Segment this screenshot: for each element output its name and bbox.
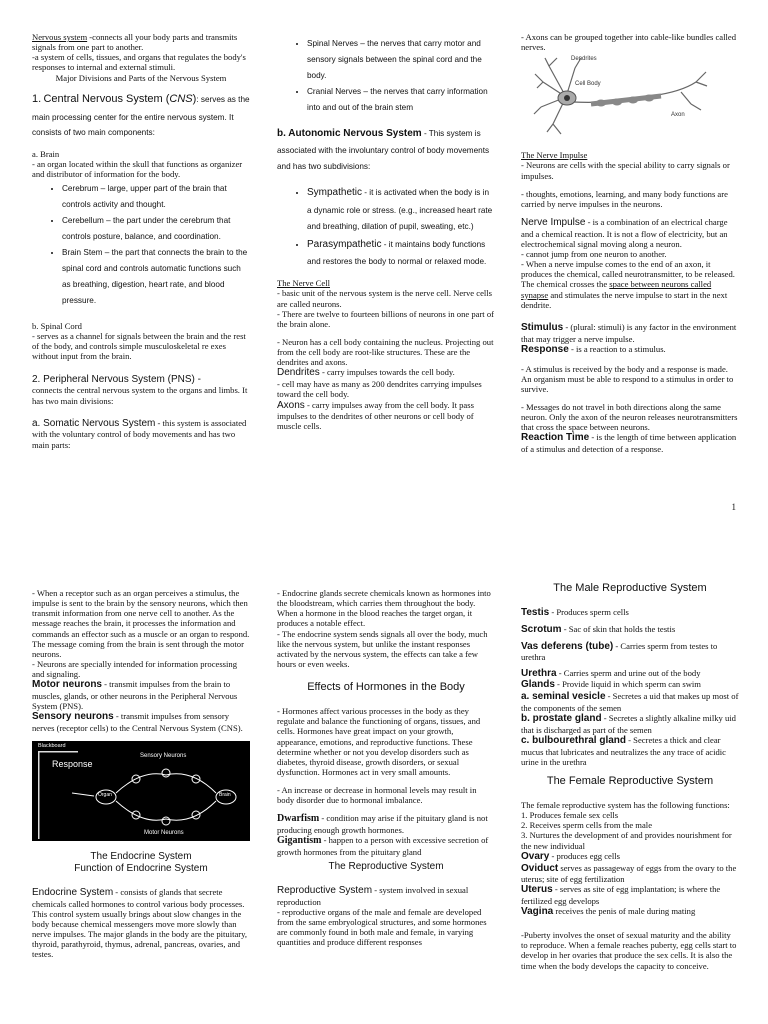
bulbourethral-definition: c. bulbourethral gland - Secretes a thick and clear mucus that lubricates and neutralizes the any trace of acidic urine in the urethra <box>521 734 726 767</box>
reaction-time-definition: Reaction Time - is the length of time between application of a stimulus and detection of a response. <box>521 432 737 455</box>
seminal-vesicle-definition: a. seminal vesicle - Secretes a uid that makes up most of the components of the semen <box>521 691 739 713</box>
response-text: - Messages do not travel in both directions along the same neuron. Only the axon of the neuron releases neurotransmitters that cross the space between neurons. <box>521 402 738 433</box>
spinal-cord-heading: b. Spinal Cord <box>32 321 82 332</box>
hormones-heading: Effects of Hormones in the Body <box>307 681 465 694</box>
nervous-system-definition-2: -a system of cells, tissues, and organs that regulates the body's responses to internal and external stimuli. <box>32 52 246 73</box>
response-definition: Response - is a reaction to a stimulus. <box>521 343 666 355</box>
nerve-cell-text: - There are twelve to fourteen billions of neurons in one part of the brain alone. <box>277 308 495 329</box>
page-2 <box>0 512 768 1024</box>
synapse-text: - When a nerve impulse comes to the end of an axon, it produces the chemical, called neurotransmitter, to be released. The chemical crosses the space between neurons called synapse and stimulates the nerve impulse to start in the next dendrite. <box>521 259 735 310</box>
page1-column-1 <box>32 32 250 450</box>
neuron-illustration <box>531 52 711 142</box>
list-item: • Parasympathetic - it maintains body functions and restores the body to normal or relaxed mode. <box>307 235 495 270</box>
gigantism-definition: Gigantism - happen to a person with excessive secretion of growth hormones from the pituitary gland <box>277 835 489 858</box>
blackboard-label: Blackboard <box>38 743 66 750</box>
cell-body-label: Cell Body <box>575 81 601 88</box>
brain-definition: - an organ located within the skull that functions as organizer and distributor of information for the body. <box>32 158 243 180</box>
list-item: • Cranial Nerves – the nerves that carry information into and out of the brain stem <box>307 84 495 116</box>
oviduct-definition: Oviduct serves as passageway of eggs from the ovary to the uterus; site of egg fertilization <box>521 862 737 885</box>
brain-heading: a. Brain <box>32 148 60 159</box>
nerve-impulse-text: - cannot jump from one neuron to another. <box>521 249 667 260</box>
ans-paragraph: b. Autonomic Nervous System - This system is associated with the involuntary control of body movements and has two subdivisions: <box>277 127 490 172</box>
dendrites-label: Dendrites <box>571 56 597 63</box>
nerve-impulse-text: - thoughts, emotions, learning, and many body functions are carried by nerve impulses in the neurons. <box>521 188 728 209</box>
axons-definition: Axons - carry impulses away from the cell body. It pass impulses to the dendrites of other neurons or cell body of muscle cells. <box>277 399 474 432</box>
dwarfism-definition: Dwarfism - condition may arise if the pituitary gland is not producing enough growth hormones. <box>277 813 488 836</box>
page1-column-3 <box>521 32 739 454</box>
nerve-impulse-heading: The Nerve Impulse <box>521 150 588 161</box>
ans-subdivisions-list <box>277 183 495 270</box>
uterus-definition: Uterus - serves as site of egg implantation; is where the fertilized egg develops <box>521 884 721 907</box>
spinal-cord-definition: - serves as a channel for signals between the brain and the rest of the body, and controls simple musculoskeletal re exes without input from the brain. <box>32 331 246 362</box>
nerve-cell-text: - basic unit of the nervous system is the nerve cell. Nerve cells are called neurons. <box>277 288 493 309</box>
axon-label: Axon <box>671 112 685 119</box>
nerve-cell-text: - Neuron has a cell body containing the nucleus. Projecting out from the cell body are root-like structures. These are the dendrites and axons. <box>277 337 494 368</box>
dendrites-definition: Dendrites - carry impulses towards the cell body. <box>277 367 455 379</box>
receptor-text: - When a receptor such as an organ perceives a stimulus, the impulse is sent to the brain by the sensory neurons, which then transmit information from one nerve cell to another. As the message reaches the brain, it processes the information and commands an effector such as a muscle or an organ to respond. The message coming from the brain is sent through the motor neurons. <box>32 588 250 659</box>
response-label: Response <box>52 759 93 770</box>
response-text: - A stimulus is received by the body and a response is made. An organism must be able to respond to a stimulus in order to survive. <box>521 363 734 394</box>
organ-label: Organ <box>98 792 112 799</box>
page1-column-2 <box>277 36 495 432</box>
endocrine-signals-text: - The endocrine system sends signals all over the body, much like the nervous system, but unlike the instant responses activated by the nervous system, the effects can take a few hours or even weeks. <box>277 628 488 669</box>
vas-deferens-definition: Vas deferens (tube) - Carries sperm from testes to urethra <box>521 640 718 663</box>
neuron-diagram <box>531 52 711 142</box>
list-item: • Spinal Nerves – the nerves that carry motor and sensory signals between the spinal cord and the body. <box>307 36 495 84</box>
sensory-neurons-definition: Sensory neurons - transmit impulses from sensory nerves (receptor cells) to the Central Nervous System (CNS). <box>32 711 243 734</box>
vagina-definition: Vagina receives the penis of male during mating <box>521 906 696 918</box>
brain-label: Brain <box>219 792 231 799</box>
nerve-impulse-definition: Nerve Impulse - is a combination of an electrical charge and a chemical reaction. It is not a flow of electricity, but an electrochemical signal moving along a neuron. <box>521 216 728 249</box>
nervous-system-definition: Nervous system -connects all your body parts and transmits signals from one part to another. <box>32 32 238 53</box>
list-item: 3. Nurtures the development of and provides nourishment for the new individual <box>521 830 732 851</box>
male-reproductive-heading: The Male Reproductive System <box>553 582 707 594</box>
prostate-definition: b. prostate gland - Secretes a slightly alkaline milky uid that is discharged as part of the semen <box>521 713 736 735</box>
sensory-neurons-label: Sensory Neurons <box>140 753 187 760</box>
page2-column-3 <box>521 582 739 971</box>
motor-neurons-label: Motor Neurons <box>144 830 184 837</box>
dendrites-text: - cell may have as many as 200 dendrites carrying impulses toward the cell body. <box>277 379 482 400</box>
endocrine-glands-text: - Endocrine glands secrete chemicals known as hormones into the bloodstream, which carries them throughout the body. When a hormone in the blood reaches the target organ, it produces a notable effect. <box>277 588 491 629</box>
list-item: • Cerebellum – the part under the cerebrum that controls posture, balance, and coordination. <box>62 213 250 245</box>
hormones-imbalance-text: - An increase or decrease in hormonal levels may result in body disorder due to hormonal imbalance. <box>277 785 477 806</box>
puberty-text: -Puberty involves the onset of sexual maturity and the ability to reproduce. When a female reaches puberty, egg cells start to develop in her ovaries that produce the sex cells. It is also the time when the body develops the capacity to conceive. <box>521 930 737 971</box>
response-diagram <box>32 741 250 841</box>
axon-bundle-text: - Axons can be grouped together into cable-like bundles called nerves. <box>521 32 737 53</box>
stimulus-definition: Stimulus - (plural: stimuli) is any factor in the environment that may trigger a nerve impulse. <box>521 321 737 344</box>
list-item: 1. Produces female sex cells <box>521 810 619 821</box>
urethra-definition: Urethra - Carries sperm and urine out of the body <box>521 667 701 679</box>
major-divisions-heading: Major Divisions and Parts of the Nervous System <box>55 72 227 83</box>
cns-paragraph: 1. Central Nervous System (CNS): serves as the main processing center for the entire nervous system. It consists of two main components: <box>32 92 250 138</box>
ovary-definition: Ovary - produces egg cells <box>521 850 620 862</box>
scrotum-definition: Scrotum - Sac of skin that holds the testis <box>521 623 676 635</box>
female-reproductive-heading: The Female Reproductive System <box>546 775 714 788</box>
reproductive-text: - reproductive organs of the male and female are developed from the same embryological structures, and some hormones are commonly found in both male and female, in varying quantities and produce different responses <box>277 906 487 948</box>
reproductive-definition: Reproductive System - system involved in sexual reproduction <box>277 885 469 907</box>
somatic-paragraph: a. Somatic Nervous System - this system is associated with the voluntary control of body movements and has two main parts: <box>32 417 247 450</box>
female-intro-text: The female reproductive system has the following functions: <box>521 800 730 811</box>
endocrine-function-heading: Function of Endocrine System <box>74 863 208 875</box>
page2-column-2 <box>277 588 495 948</box>
page2-column-1 <box>32 588 250 960</box>
testis-definition: Testis - Produces sperm cells <box>521 606 629 618</box>
glands-definition: Glands - Provide liquid in which sperm can swim <box>521 679 701 691</box>
brain-parts-list <box>32 181 250 309</box>
list-item: • Sympathetic - it is activated when the body is in a dynamic role or stress. (e.g., increased heart rate and breathing, dilation of pupil, sweating, etc.) <box>307 183 495 234</box>
somatic-parts-list <box>277 36 495 116</box>
list-item: 2. Receives sperm cells from the male <box>521 820 653 831</box>
list-item: • Cerebrum – large, upper part of the brain that controls activity and thought. <box>62 181 250 213</box>
motor-neurons-definition: Motor neurons - transmit impulses from the brain to muscles, glands, or other neurons in the Peripheral Nervous System (PNS). <box>32 679 238 712</box>
nerve-impulse-text: - Neurons are cells with the special ability to carry signals or impulses. <box>521 160 730 181</box>
endocrine-heading: The Endocrine System <box>90 851 192 863</box>
list-item: • Brain Stem – the part that connects the brain to the spinal cord and controls automatic functions such as breathing, digestion, heart rate, and blood pressure. <box>62 245 250 309</box>
endocrine-definition: Endocrine System - consists of glands that secrete chemicals called hormones to control various body processes. This control system usually brings about slow changes in the body because chemical messengers move more slowly than nerve impulses. The major glands in the body are the pituitary, thyroid, parathyroid, thymus, adrenal, pancreas, ovaries, and testes. <box>32 886 248 960</box>
hormones-text: - Hormones affect various processes in the body as they regulate and balance the functioning of organs, tissues, and cells. Hormones have great impact on your growth, appearance, emotions, and reproductive functions. These determine whether or not you develop disorders such as diabetes, thyroid disease, growth disorders, or sexual dysfunction. Hormones act in very small amounts. <box>277 706 481 777</box>
neurons-text: - Neurons are specially intended for information processing and signaling. <box>32 658 237 680</box>
pns-heading: 2. Peripheral Nervous System (PNS) - <box>32 373 201 385</box>
pns-definition: connects the central nervous system to the organs and limbs. It has two main divisions: <box>32 385 248 406</box>
reproductive-heading: The Reproductive System <box>328 861 444 873</box>
nerve-cell-heading: The Nerve Cell <box>277 278 330 289</box>
page-number: 1 <box>731 502 736 512</box>
